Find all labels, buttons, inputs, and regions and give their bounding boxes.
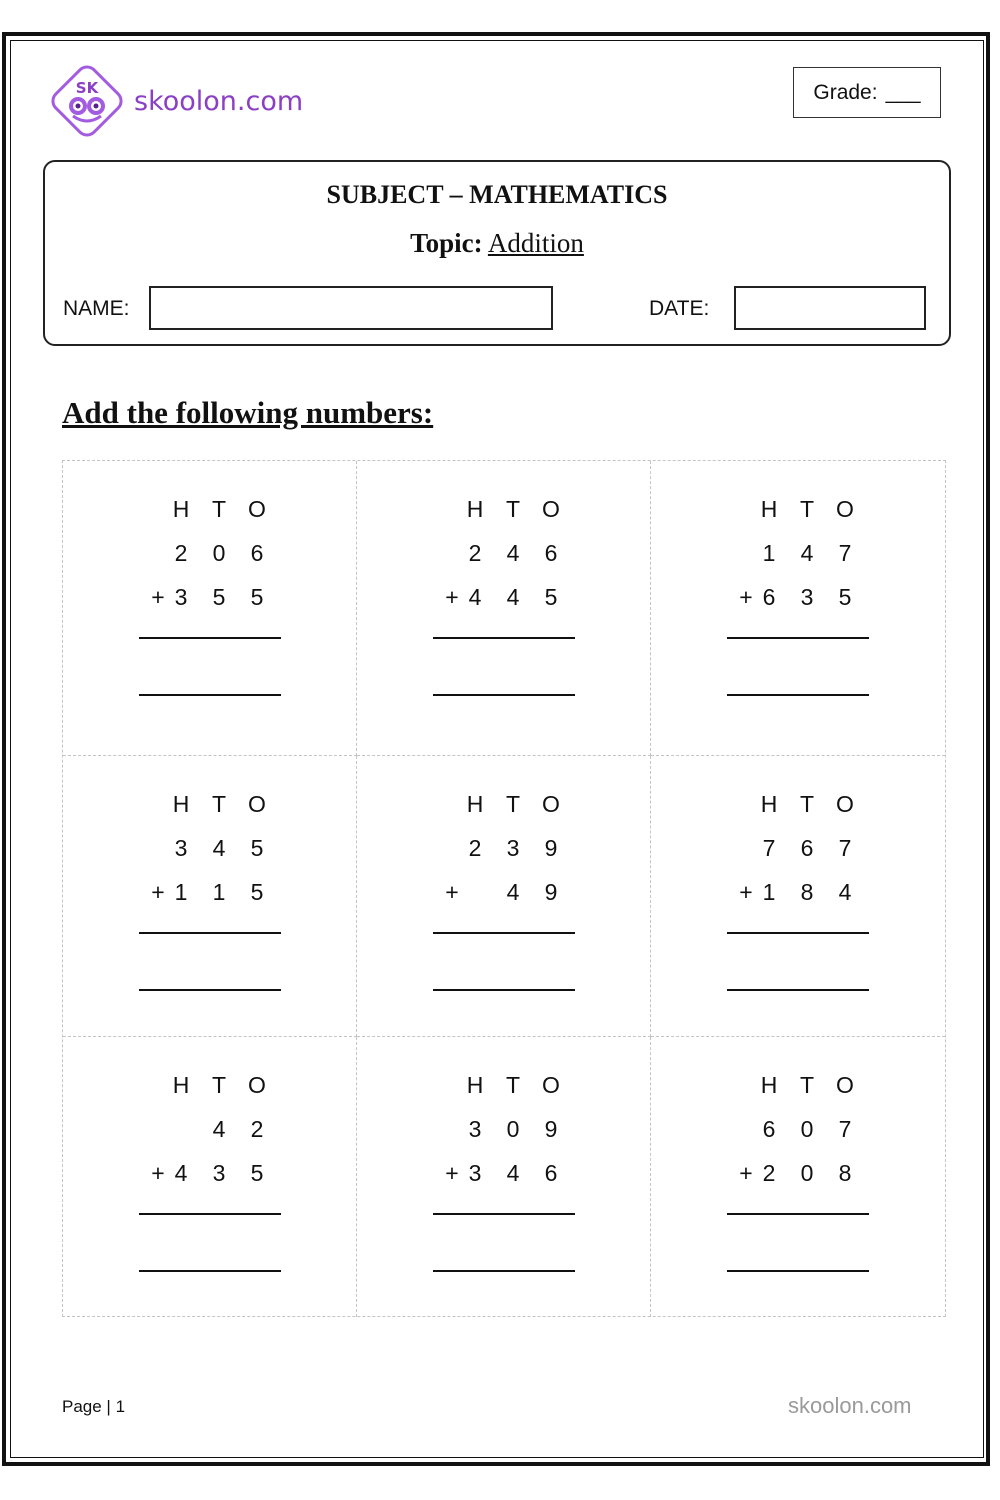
place-header: H [172, 1072, 190, 1098]
plus-sign: + [739, 584, 753, 610]
date-field[interactable] [734, 286, 926, 330]
sum-line [139, 637, 281, 639]
problem-cell [63, 756, 357, 1037]
addend-bottom-digit: 6 [544, 1160, 558, 1186]
place-header: H [760, 791, 778, 817]
addend-top-digit: 3 [468, 1116, 482, 1142]
page-number: Page | 1 [62, 1397, 126, 1416]
place-header: T [211, 496, 227, 522]
addend-top-digit: 7 [838, 540, 852, 566]
grade-blank: ___ [885, 80, 921, 104]
addend-bottom-digit: 5 [250, 1160, 264, 1186]
place-header: H [172, 496, 190, 522]
addend-top-digit: 7 [838, 1116, 852, 1142]
plus-sign: + [739, 1160, 753, 1186]
answer-line[interactable] [433, 1270, 575, 1272]
addend-bottom-digit: 4 [506, 1160, 520, 1186]
addend-bottom-digit: 8 [838, 1160, 852, 1186]
sum-line [727, 1213, 869, 1215]
addend-bottom-digit: 5 [250, 879, 264, 905]
addend-bottom-digit: 3 [800, 584, 814, 610]
svg-text:SK: SK [75, 79, 99, 97]
sum-line [727, 932, 869, 934]
addend-top-digit: 6 [800, 835, 814, 861]
problem-cell [651, 756, 945, 1037]
addend-bottom-digit: 3 [468, 1160, 482, 1186]
sum-line [433, 637, 575, 639]
subject-title: SUBJECT – MATHEMATICS [326, 180, 668, 209]
addend-top-digit: 0 [800, 1116, 814, 1142]
place-header: H [172, 791, 190, 817]
addend-bottom-digit: 5 [838, 584, 852, 610]
addend-bottom-digit: 1 [762, 879, 776, 905]
place-header: O [836, 791, 854, 817]
place-header: T [505, 1072, 521, 1098]
name-field[interactable] [149, 286, 553, 330]
place-header: O [542, 791, 560, 817]
plus-sign: + [151, 879, 165, 905]
plus-sign: + [151, 584, 165, 610]
addend-top-digit: 0 [506, 1116, 520, 1142]
addend-top-digit: 7 [762, 835, 776, 861]
problem-cell [357, 461, 651, 756]
place-header: H [466, 496, 484, 522]
addend-top-digit: 3 [506, 835, 520, 861]
addend-top-digit: 2 [174, 540, 188, 566]
topic-label: Topic: [410, 228, 483, 258]
answer-line[interactable] [139, 694, 281, 696]
addend-bottom-digit: 1 [174, 879, 188, 905]
answer-line[interactable] [139, 1270, 281, 1272]
topic-value: Addition [487, 228, 584, 258]
instruction-heading: Add the following numbers: [62, 395, 434, 430]
place-header: O [542, 496, 560, 522]
sum-line [139, 932, 281, 934]
addend-top-digit: 5 [250, 835, 264, 861]
topic-line [45, 228, 949, 259]
grade-box[interactable] [793, 67, 941, 118]
addend-top-digit: 6 [762, 1116, 776, 1142]
addend-bottom-digit: 5 [250, 584, 264, 610]
owl-logo-icon [46, 60, 128, 142]
addend-top-digit: 9 [544, 1116, 558, 1142]
addend-top-digit: 4 [506, 540, 520, 566]
place-header: H [466, 791, 484, 817]
place-header: H [760, 496, 778, 522]
addend-bottom-digit: 8 [800, 879, 814, 905]
problem-cell [63, 461, 357, 756]
problem-cell [357, 756, 651, 1037]
place-header: H [760, 1072, 778, 1098]
addend-top-digit: 7 [838, 835, 852, 861]
addend-bottom-digit: 4 [506, 584, 520, 610]
addend-top-digit: 4 [212, 835, 226, 861]
addend-top-digit: 9 [544, 835, 558, 861]
place-header: T [211, 791, 227, 817]
problem-cell [63, 1037, 357, 1317]
addend-top-digit: 4 [800, 540, 814, 566]
plus-sign: + [445, 879, 459, 905]
addend-bottom-digit: 4 [174, 1160, 188, 1186]
grade-label: Grade: [813, 80, 878, 104]
addend-bottom-digit: 6 [762, 584, 776, 610]
place-header: O [248, 1072, 266, 1098]
addend-top-digit: 3 [174, 835, 188, 861]
place-header: T [799, 791, 815, 817]
place-header: O [248, 496, 266, 522]
answer-line[interactable] [433, 989, 575, 991]
problem-grid [62, 460, 946, 1317]
addend-bottom-digit: 3 [212, 1160, 226, 1186]
brand-logo [46, 60, 303, 142]
place-header: T [211, 1072, 227, 1098]
addend-bottom-digit: 5 [212, 584, 226, 610]
addend-bottom-digit: 0 [800, 1160, 814, 1186]
addend-top-digit: 2 [468, 835, 482, 861]
addend-top-digit: 2 [468, 540, 482, 566]
name-label: NAME: [63, 297, 130, 320]
addend-top-digit: 6 [544, 540, 558, 566]
answer-line[interactable] [433, 694, 575, 696]
addend-bottom-digit: 2 [762, 1160, 776, 1186]
addend-bottom-digit: 9 [544, 879, 558, 905]
plus-sign: + [739, 879, 753, 905]
worksheet-header [43, 160, 951, 346]
addend-bottom-digit: 4 [506, 879, 520, 905]
answer-line[interactable] [727, 694, 869, 696]
addend-top-digit: 6 [250, 540, 264, 566]
answer-line[interactable] [727, 1270, 869, 1272]
addend-top-digit: 0 [212, 540, 226, 566]
addend-bottom-digit: 4 [468, 584, 482, 610]
addend-bottom-digit: 1 [212, 879, 226, 905]
problem-cell [651, 461, 945, 756]
place-header: O [836, 1072, 854, 1098]
plus-sign: + [445, 1160, 459, 1186]
answer-line[interactable] [139, 989, 281, 991]
place-header: T [505, 791, 521, 817]
sum-line [727, 637, 869, 639]
addend-bottom-digit: 4 [838, 879, 852, 905]
place-header: T [799, 496, 815, 522]
sum-line [433, 1213, 575, 1215]
plus-sign: + [445, 584, 459, 610]
addend-bottom-digit: 5 [544, 584, 558, 610]
addend-top-digit: 4 [212, 1116, 226, 1142]
problem-cell [357, 1037, 651, 1317]
place-header: T [799, 1072, 815, 1098]
place-header: O [248, 791, 266, 817]
place-header: T [505, 496, 521, 522]
brand-name: skoolon.com [134, 85, 304, 117]
problem-cell [651, 1037, 945, 1317]
sum-line [139, 1213, 281, 1215]
plus-sign: + [151, 1160, 165, 1186]
answer-line[interactable] [727, 989, 869, 991]
footer-site: skoolon.com [788, 1393, 912, 1418]
sum-line [433, 932, 575, 934]
addend-bottom-digit: 3 [174, 584, 188, 610]
date-label: DATE: [649, 297, 710, 320]
place-header: O [542, 1072, 560, 1098]
place-header: O [836, 496, 854, 522]
place-header: H [466, 1072, 484, 1098]
addend-top-digit: 1 [762, 540, 776, 566]
addend-top-digit: 2 [250, 1116, 264, 1142]
